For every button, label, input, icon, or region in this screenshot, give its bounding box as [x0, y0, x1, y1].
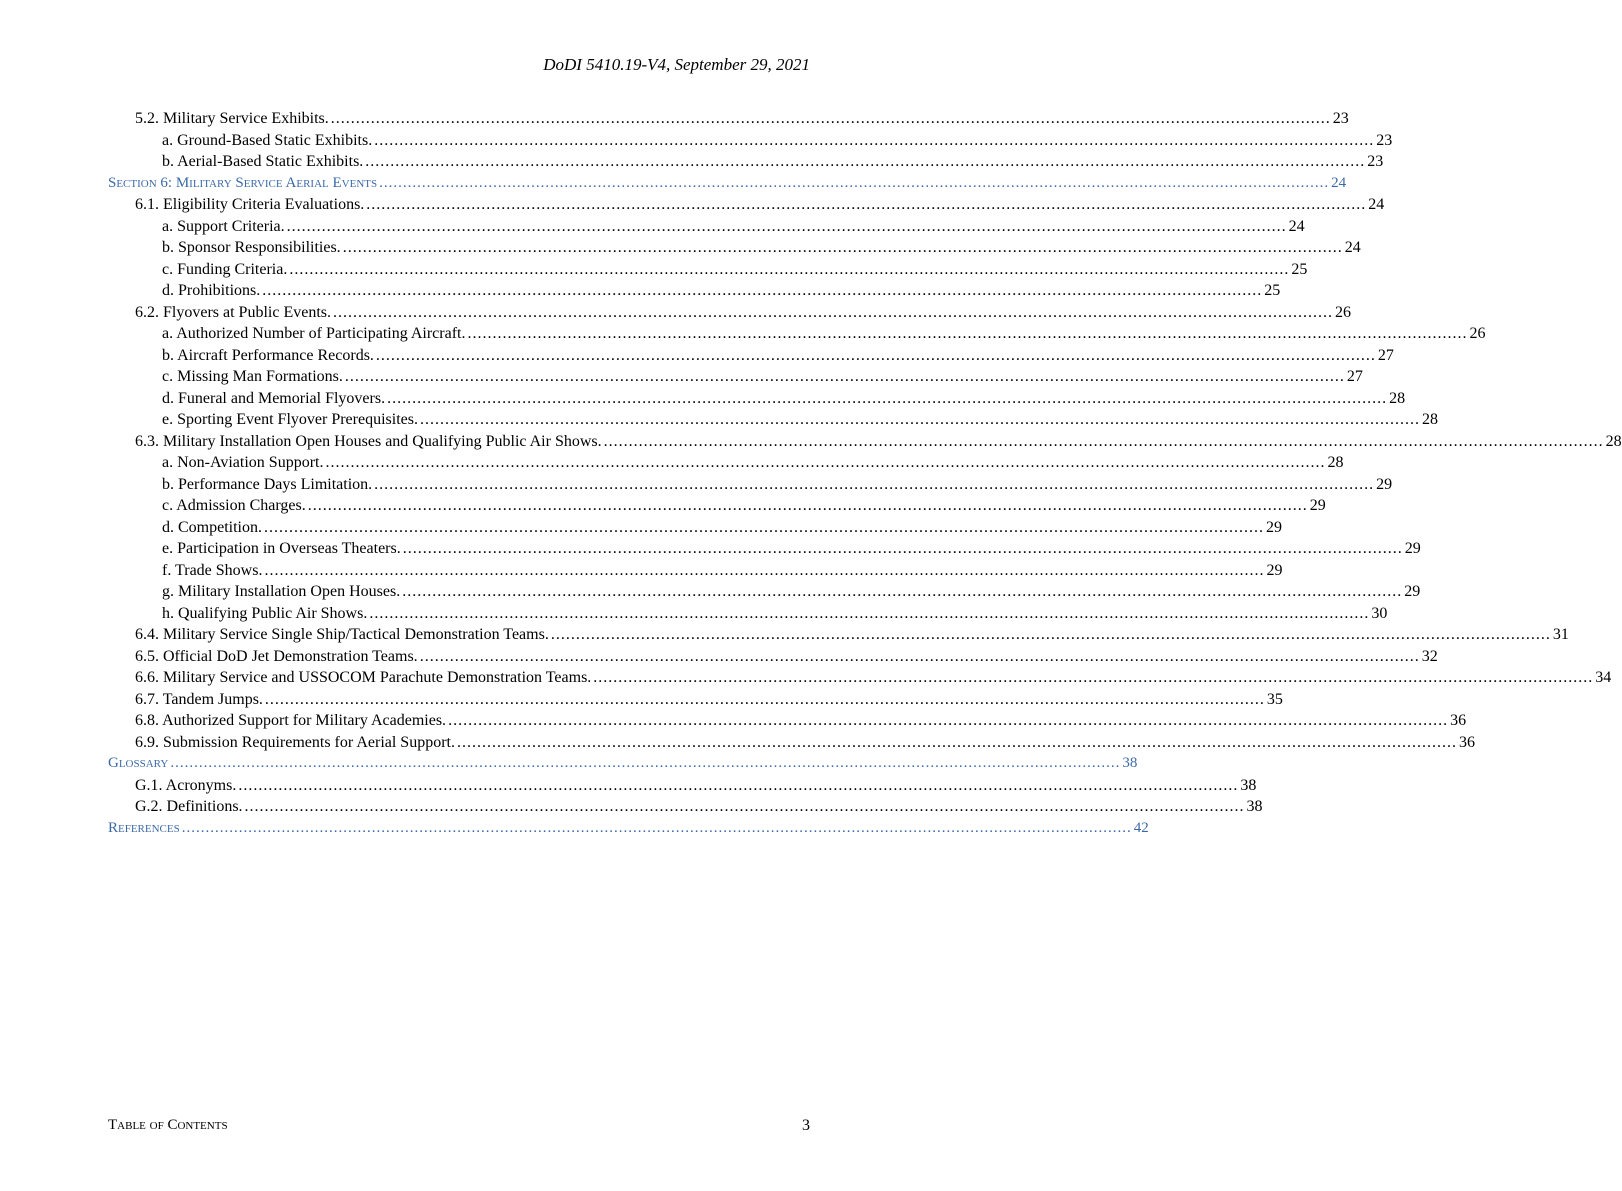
- toc-leader-dots: ........................................................................................................................................................................................................: [402, 583, 1403, 600]
- toc-leader-dots: ........................................................................................................................................................................................................: [448, 712, 1449, 729]
- toc-entry-label: Glossary: [108, 755, 169, 771]
- toc-leader-dots: ........................................................................................................................................................................................................: [262, 282, 1263, 299]
- toc-entry-label: 6.5. Official DoD Jet Demonstration Teams.: [135, 647, 418, 665]
- toc-leader-dots: ........................................................................................................................................................................................................: [375, 346, 1376, 364]
- toc-entry[interactable]: [108, 345, 1394, 367]
- toc-entry[interactable]: [108, 474, 1393, 496]
- toc-entry-label: c. Admission Charges.: [162, 497, 306, 514]
- toc-entry[interactable]: [108, 388, 1406, 410]
- toc-leader-dots: ........................................................................................................................................................................................................: [369, 604, 1370, 622]
- toc-leader-dots: ........................................................................................................................................................................................................: [342, 239, 1343, 256]
- toc-leader-dots: ........................................................................................................................................................................................................: [419, 411, 1420, 428]
- toc-leader-dots: ........................................................................................................................................................................................................: [467, 325, 1468, 342]
- toc-entry-label: d. Competition.: [162, 518, 262, 536]
- toc-leader-dots: ........................................................................................................................................................................................................: [286, 217, 1287, 235]
- toc-entry-page-number: 29: [1404, 540, 1421, 557]
- toc-entry-page-number: 29: [1376, 475, 1393, 493]
- toc-entry[interactable]: [108, 689, 1283, 711]
- toc-entry[interactable]: [108, 732, 1475, 754]
- toc-leader-dots: ........................................................................................................................................................................................................: [365, 153, 1366, 170]
- toc-entry-page-number: 28: [1421, 411, 1438, 428]
- toc-entry-label: 6.7. Tandem Jumps.: [135, 690, 263, 708]
- toc-entry-page-number: 27: [1377, 346, 1394, 364]
- toc-leader-dots: ........................................................................................................................................................................................................: [181, 819, 1132, 836]
- toc-section-link[interactable]: [108, 753, 1138, 775]
- toc-entry-page-number: 35: [1266, 690, 1283, 708]
- toc-entry-label: 6.4. Military Service Single Ship/Tactical Demonstration Teams.: [135, 626, 549, 643]
- toc-entry-page-number: 28: [1605, 432, 1622, 450]
- toc-leader-dots: ........................................................................................................................................................................................................: [325, 454, 1326, 471]
- toc-leader-dots: ........................................................................................................................................................................................................: [374, 475, 1375, 493]
- toc-entry-label: a. Authorized Number of Participating Aircraft.: [162, 325, 466, 342]
- toc-entry-label: b. Performance Days Limitation.: [162, 475, 373, 493]
- toc-entry-label: 6.3. Military Installation Open Houses and Qualifying Public Air Shows.: [135, 432, 602, 450]
- toc-entry[interactable]: [108, 302, 1351, 324]
- toc-entry-label: 6.8. Authorized Support for Military Academies.: [135, 712, 447, 729]
- toc-entry-label: b. Aircraft Performance Records.: [162, 346, 374, 364]
- toc-entry-label: g. Military Installation Open Houses.: [162, 583, 401, 600]
- toc-entry[interactable]: [108, 538, 1421, 560]
- toc-entry[interactable]: [108, 710, 1467, 732]
- toc-entry[interactable]: [108, 452, 1344, 474]
- toc-entry-label: c. Funding Criteria.: [162, 260, 288, 278]
- toc-entry[interactable]: [108, 237, 1361, 259]
- toc-leader-dots: ........................................................................................................................................................................................................: [550, 626, 1551, 643]
- toc-entry-page-number: 31: [1552, 626, 1569, 643]
- toc-entry-page-number: 23: [1376, 131, 1393, 149]
- toc-entry-label: b. Sponsor Responsibilities.: [162, 239, 341, 256]
- toc-entry-label: e. Participation in Overseas Theaters.: [162, 540, 401, 557]
- toc-entry-page-number: 25: [1291, 260, 1308, 278]
- toc-entry-label: 6.1. Eligibility Criteria Evaluations.: [135, 196, 365, 213]
- toc-entry[interactable]: [108, 151, 1384, 173]
- toc-leader-dots: ........................................................................................................................................................................................................: [379, 174, 1330, 191]
- toc-leader-dots: ........................................................................................................................................................................................................: [307, 497, 1308, 514]
- toc-entry[interactable]: [108, 366, 1363, 388]
- toc-leader-dots: ........................................................................................................................................................................................................: [387, 389, 1388, 407]
- toc-entry-label: References: [108, 819, 180, 836]
- toc-leader-dots: ........................................................................................................................................................................................................: [264, 690, 1265, 708]
- toc-entry-page-number: 38: [1246, 798, 1263, 815]
- toc-entry[interactable]: [108, 667, 1612, 689]
- toc-entry-page-number: 24: [1344, 239, 1361, 256]
- toc-entry[interactable]: [108, 323, 1486, 345]
- toc-entry-page-number: 30: [1371, 604, 1388, 622]
- toc-entry-page-number: 23: [1367, 153, 1384, 170]
- toc-leader-dots: ........................................................................................................................................................................................................: [456, 733, 1457, 751]
- toc-entry[interactable]: [108, 560, 1283, 582]
- toc-entry-label: f. Trade Shows.: [162, 561, 263, 579]
- toc-leader-dots: ........................................................................................................................................................................................................: [593, 669, 1594, 686]
- toc-entry-page-number: 29: [1404, 583, 1421, 600]
- toc-entry-label: 6.2. Flyovers at Public Events.: [135, 303, 331, 321]
- toc-entry[interactable]: [108, 108, 1349, 130]
- toc-entry-label: e. Sporting Event Flyover Prerequisites.: [162, 411, 418, 428]
- toc-entry-label: G.1. Acronyms.: [135, 776, 237, 794]
- toc-entry-page-number: 24: [1288, 217, 1305, 235]
- toc-entry-page-number: 25: [1264, 282, 1281, 299]
- toc-entry-label: a. Support Criteria.: [162, 217, 285, 235]
- toc-entry[interactable]: [108, 624, 1569, 646]
- toc-section-link[interactable]: [108, 173, 1347, 195]
- toc-entry-label: h. Qualifying Public Air Shows.: [162, 604, 368, 622]
- toc-entry-label: 6.6. Military Service and USSOCOM Parachute Demonstration Teams.: [135, 669, 592, 686]
- toc-entry-page-number: 36: [1450, 712, 1467, 729]
- toc-entry[interactable]: [108, 194, 1385, 216]
- toc-entry[interactable]: [108, 216, 1305, 238]
- toc-section-link[interactable]: [108, 818, 1149, 840]
- toc-entry-page-number: 24: [1368, 196, 1385, 213]
- toc-entry-page-number: 28: [1389, 389, 1406, 407]
- document-header: DoDI 5410.19-V4, September 29, 2021: [543, 55, 810, 74]
- toc-leader-dots: ........................................................................................................................................................................................................: [264, 518, 1264, 536]
- toc-entry-page-number: 29: [1309, 497, 1326, 514]
- toc-entry-page-number: 29: [1266, 518, 1282, 536]
- toc-entry-label: d. Prohibitions.: [162, 282, 261, 299]
- toc-entry-label: a. Non-Aviation Support.: [162, 454, 324, 471]
- toc-entry-page-number: 36: [1458, 733, 1475, 751]
- toc-entry-label: b. Aerial-Based Static Exhibits.: [162, 153, 364, 170]
- toc-leader-dots: ........................................................................................................................................................................................................: [603, 432, 1604, 450]
- toc-entry[interactable]: [108, 259, 1308, 281]
- toc-leader-dots: ........................................................................................................................................................................................................: [366, 196, 1367, 213]
- toc-entry-label: Section 6: Military Service Aerial Events: [108, 174, 378, 191]
- toc-leader-dots: ........................................................................................................................................................................................................: [419, 647, 1420, 665]
- toc-leader-dots: ........................................................................................................................................................................................................: [330, 110, 1331, 127]
- toc-entry-page-number: 29: [1266, 561, 1283, 579]
- toc-entry[interactable]: [108, 280, 1281, 302]
- toc-entry-label: a. Ground-Based Static Exhibits.: [162, 131, 373, 149]
- table-of-contents: [108, 108, 1622, 839]
- toc-entry-page-number: 27: [1346, 368, 1363, 385]
- toc-entry[interactable]: [108, 796, 1263, 818]
- toc-entry[interactable]: [108, 130, 1393, 152]
- toc-entry[interactable]: [108, 603, 1388, 625]
- toc-entry[interactable]: [108, 646, 1438, 668]
- toc-entry[interactable]: [108, 495, 1326, 517]
- toc-entry[interactable]: [108, 581, 1421, 603]
- toc-leader-dots: ........................................................................................................................................................................................................: [244, 798, 1245, 815]
- footer-section-label: Table of Contents: [108, 1117, 228, 1133]
- toc-entry[interactable]: [108, 517, 1282, 539]
- toc-leader-dots: ........................................................................................................................................................................................................: [170, 755, 1121, 771]
- toc-entry-page-number: 23: [1332, 110, 1349, 127]
- toc-entry-page-number: 28: [1327, 454, 1344, 471]
- toc-entry-page-number: 42: [1133, 819, 1149, 836]
- toc-entry-page-number: 34: [1595, 669, 1612, 686]
- toc-entry-label: 5.2. Military Service Exhibits.: [135, 110, 329, 127]
- toc-leader-dots: ........................................................................................................................................................................................................: [264, 561, 1265, 579]
- toc-entry-page-number: 26: [1469, 325, 1486, 342]
- toc-entry-page-number: 32: [1421, 647, 1438, 665]
- toc-entry-page-number: 26: [1334, 303, 1351, 321]
- toc-leader-dots: ........................................................................................................................................................................................................: [402, 540, 1403, 557]
- footer-page-number: 3: [802, 1117, 810, 1134]
- toc-leader-dots: ........................................................................................................................................................................................................: [374, 131, 1375, 149]
- toc-leader-dots: ........................................................................................................................................................................................................: [344, 368, 1345, 385]
- toc-leader-dots: ........................................................................................................................................................................................................: [289, 260, 1290, 278]
- toc-entry-label: 6.9. Submission Requirements for Aerial Support.: [135, 733, 455, 751]
- toc-entry-page-number: 24: [1331, 174, 1347, 191]
- toc-entry-page-number: 38: [1122, 755, 1138, 771]
- toc-entry[interactable]: [108, 409, 1438, 431]
- toc-entry-label: c. Missing Man Formations.: [162, 368, 343, 385]
- toc-leader-dots: ........................................................................................................................................................................................................: [238, 776, 1239, 794]
- toc-leader-dots: ........................................................................................................................................................................................................: [332, 303, 1333, 321]
- toc-entry-label: d. Funeral and Memorial Flyovers.: [162, 389, 386, 407]
- toc-entry-label: G.2. Definitions.: [135, 798, 243, 815]
- toc-entry[interactable]: [108, 431, 1622, 453]
- toc-entry-page-number: 38: [1240, 776, 1257, 794]
- toc-entry[interactable]: [108, 775, 1257, 797]
